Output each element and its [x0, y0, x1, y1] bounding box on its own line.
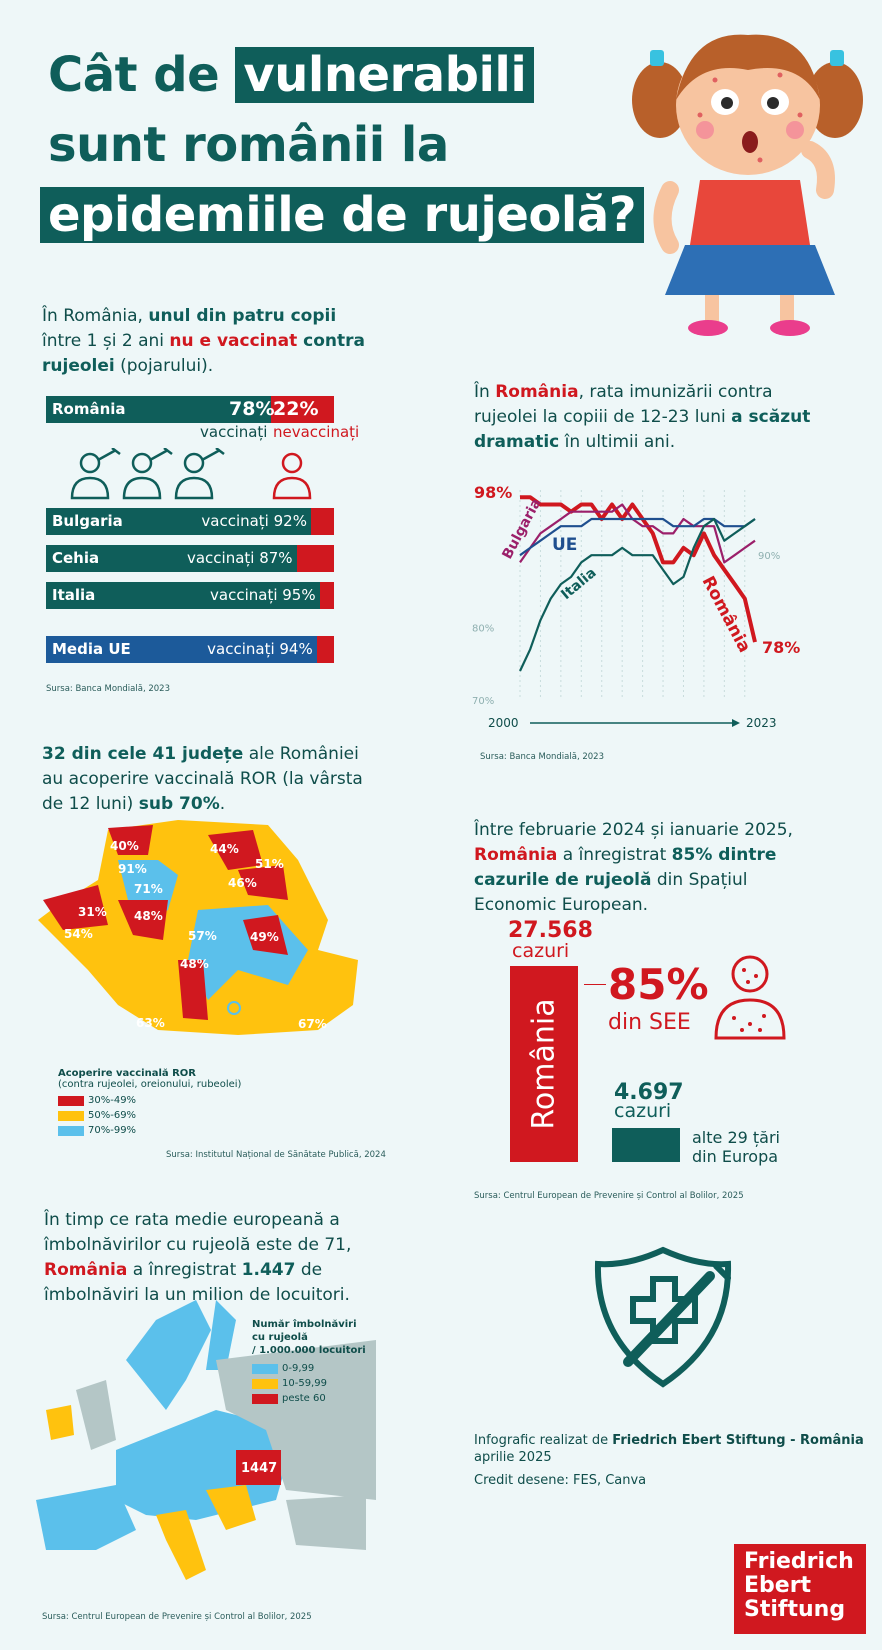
vaccinated-percent: 78%	[229, 398, 275, 420]
unvaccinated-fill	[320, 582, 334, 609]
country-bar	[46, 508, 334, 535]
y-tick-label: 90%	[758, 551, 781, 563]
bar-country-name: Media UE	[52, 640, 131, 658]
ro-map-legend: Acoperire vaccinală ROR (contra rujeolei, oreionului, rubeolei) 30%-49% 50%-69% 70%-99%	[58, 1068, 242, 1136]
ireland-shape	[46, 1405, 74, 1440]
bucharest-marker	[228, 1002, 240, 1014]
county-coverage-label: 49%	[250, 930, 279, 944]
romania-vaccination-bar	[46, 396, 334, 423]
romania-county-map	[38, 820, 378, 1050]
italy-shape	[156, 1510, 206, 1580]
bar-country-name: Cehia	[52, 549, 100, 567]
source-note: Sursa: Institutul Național de Sănătate Publică, 2024	[166, 1150, 386, 1160]
country-bar	[46, 636, 334, 663]
county-coverage-label: 54%	[64, 927, 93, 941]
county-coverage-label: 91%	[118, 862, 147, 876]
legend-swatch	[58, 1096, 84, 1106]
unvaccinated-fill	[311, 508, 334, 535]
unvaccinated-person-icon	[274, 454, 310, 498]
country-bar	[46, 582, 334, 609]
title-line-2: sunt românii la	[48, 117, 449, 173]
country-bar	[46, 545, 334, 572]
county-coverage-label: 51%	[255, 857, 284, 871]
source-note: Sursa: Centrul European de Prevenire și Control al Bolilor, 2025	[42, 1612, 312, 1622]
end-value-label: 78%	[762, 638, 801, 657]
share-percent: 85%	[608, 960, 709, 1009]
bar-country-name: Bulgaria	[52, 512, 123, 530]
county-coverage-label: 46%	[228, 876, 257, 890]
eu-map-legend: Număr îmbolnăviri cu rujeolă / 1.000.000 locuitori 0-9,99 10-59,99 peste 60	[252, 1319, 366, 1404]
legend-swatch	[58, 1126, 84, 1136]
legend-swatch	[252, 1379, 278, 1389]
intro-text: În România, unul din patru copii între 1 și 2 ani nu e vaccinat contra rujeolei (pojarului).	[42, 306, 365, 376]
immunization-line-chart	[470, 470, 840, 740]
legend-item	[58, 1093, 241, 1108]
legend-swatch	[58, 1111, 84, 1121]
title-highlight: vulnerabili	[235, 47, 534, 103]
x-axis-arrowhead	[732, 719, 740, 727]
legend-item	[252, 1391, 366, 1406]
legend-item	[252, 1361, 366, 1376]
series-label: România	[697, 572, 755, 656]
romania-rate-label: 1447	[241, 1461, 278, 1476]
legend-label: 10-59,99	[282, 1378, 327, 1389]
county-coverage-label: 67%	[298, 1017, 327, 1031]
bar-value-label: vaccinați 87%	[186, 549, 293, 567]
romania-cases-bar	[510, 966, 578, 1162]
romania-cases-unit: cazuri	[512, 940, 570, 962]
scandinavia-shape	[126, 1300, 211, 1410]
x-axis-end-label: 2023	[746, 716, 777, 730]
vaccinated-person-icon	[124, 448, 172, 498]
series-label: Bulgaria	[499, 496, 545, 562]
bar-value-label: vaccinați 94%	[207, 640, 313, 658]
vaccinated-person-icon	[176, 448, 224, 498]
other-cases-number: 4.697	[614, 1080, 684, 1105]
counties-text: 32 din cele 41 județe ale României au acoperire vaccinală ROR (la vârsta de 12 luni) sub 70%.	[42, 744, 363, 814]
legend-swatch	[252, 1364, 278, 1374]
legend-swatch	[252, 1394, 278, 1404]
unvaccinated-fill	[317, 636, 334, 663]
trend-text: În România, rata imunizării contra rujeolei la copiii de 12-23 luni a scăzut dramatic în ultimii ani.	[474, 382, 811, 452]
legend-item	[58, 1123, 241, 1138]
unvaccinated-fill	[297, 545, 334, 572]
x-axis-start-label: 2000	[488, 716, 519, 730]
legend-item	[252, 1376, 366, 1391]
county-coverage-label: 48%	[134, 909, 163, 923]
vaccinated-label: vaccinați	[200, 423, 268, 441]
y-tick-label: 80%	[472, 623, 495, 635]
legend-label: 50%-69%	[88, 1110, 137, 1121]
legend-label: 0-9,99	[282, 1363, 315, 1374]
county-coverage-label: 44%	[210, 842, 239, 856]
unvaccinated-percent: 22%	[273, 398, 319, 420]
legend-label: 30%-49%	[88, 1095, 137, 1106]
connector-line	[584, 984, 606, 985]
legend-label: peste 60	[282, 1393, 326, 1404]
romania-bar-label: România	[526, 998, 562, 1130]
other-cases-bar	[612, 1128, 680, 1162]
credits: Infografic realizat de Friedrich Ebert Stiftung - România aprilie 2025 Credit desene: FES, Canva	[474, 1433, 864, 1488]
turkey-shape	[286, 1495, 366, 1550]
source-note: Sursa: Centrul European de Prevenire și Control al Bolilor, 2025	[474, 1191, 744, 1201]
title-word: Cât de	[48, 47, 220, 103]
county-coverage-label: 63%	[136, 1016, 165, 1030]
unvaccinated-label: nevaccinați	[273, 423, 360, 441]
share-label: din SEE	[608, 1010, 691, 1035]
source-note: Sursa: Banca Mondială, 2023	[480, 752, 604, 762]
sick-person-icon	[712, 952, 788, 1042]
county-coverage-label: 48%	[180, 957, 209, 971]
fes-logo[interactable]: Friedrich Ebert Stiftung	[734, 1544, 866, 1634]
other-countries-label: alte 29 țări din Europa	[692, 1128, 780, 1166]
source-note: Sursa: Banca Mondială, 2023	[46, 684, 170, 694]
cases-text: Între februarie 2024 și ianuarie 2025, România a înregistrat 85% dintre cazurile de rujeolă din Spațiul Economic European.	[474, 820, 793, 915]
start-value-label: 98%	[474, 483, 513, 502]
bar-country-name: Italia	[52, 586, 96, 604]
series-label: Italia	[558, 564, 600, 604]
title-line-3: epidemiile de rujeolă?	[40, 187, 644, 243]
bar-value-label: vaccinați 95%	[210, 586, 316, 604]
bar-value-label: vaccinați 92%	[201, 512, 307, 530]
y-tick-label: 70%	[472, 696, 495, 707]
vaccinated-person-icon	[72, 448, 120, 498]
bar-country-name: România	[52, 400, 126, 418]
uk-shape	[76, 1380, 116, 1450]
county-coverage-label: 57%	[188, 929, 217, 943]
series-label: UE	[552, 535, 578, 555]
other-cases-unit: cazuri	[614, 1100, 672, 1122]
county-coverage-label: 31%	[78, 905, 107, 919]
sick-girl-illustration	[630, 30, 870, 350]
title-line-1	[48, 40, 644, 110]
page-title	[48, 40, 644, 250]
romania-cases-number: 27.568	[508, 918, 593, 943]
county-coverage-label: 71%	[134, 882, 163, 896]
legend-label: 70%-99%	[88, 1125, 137, 1136]
vaccine-shield-icon	[588, 1244, 738, 1394]
vaccination-ratio-icons	[68, 448, 328, 502]
rate-text: În timp ce rata medie europeană a îmbolnăvirilor cu rujeolă este de 71, România a înregistrat 1.447 de îmbolnăviri la un milion de locuitori.	[44, 1210, 352, 1305]
county-coverage-label: 40%	[110, 839, 139, 853]
legend-item	[58, 1108, 241, 1123]
